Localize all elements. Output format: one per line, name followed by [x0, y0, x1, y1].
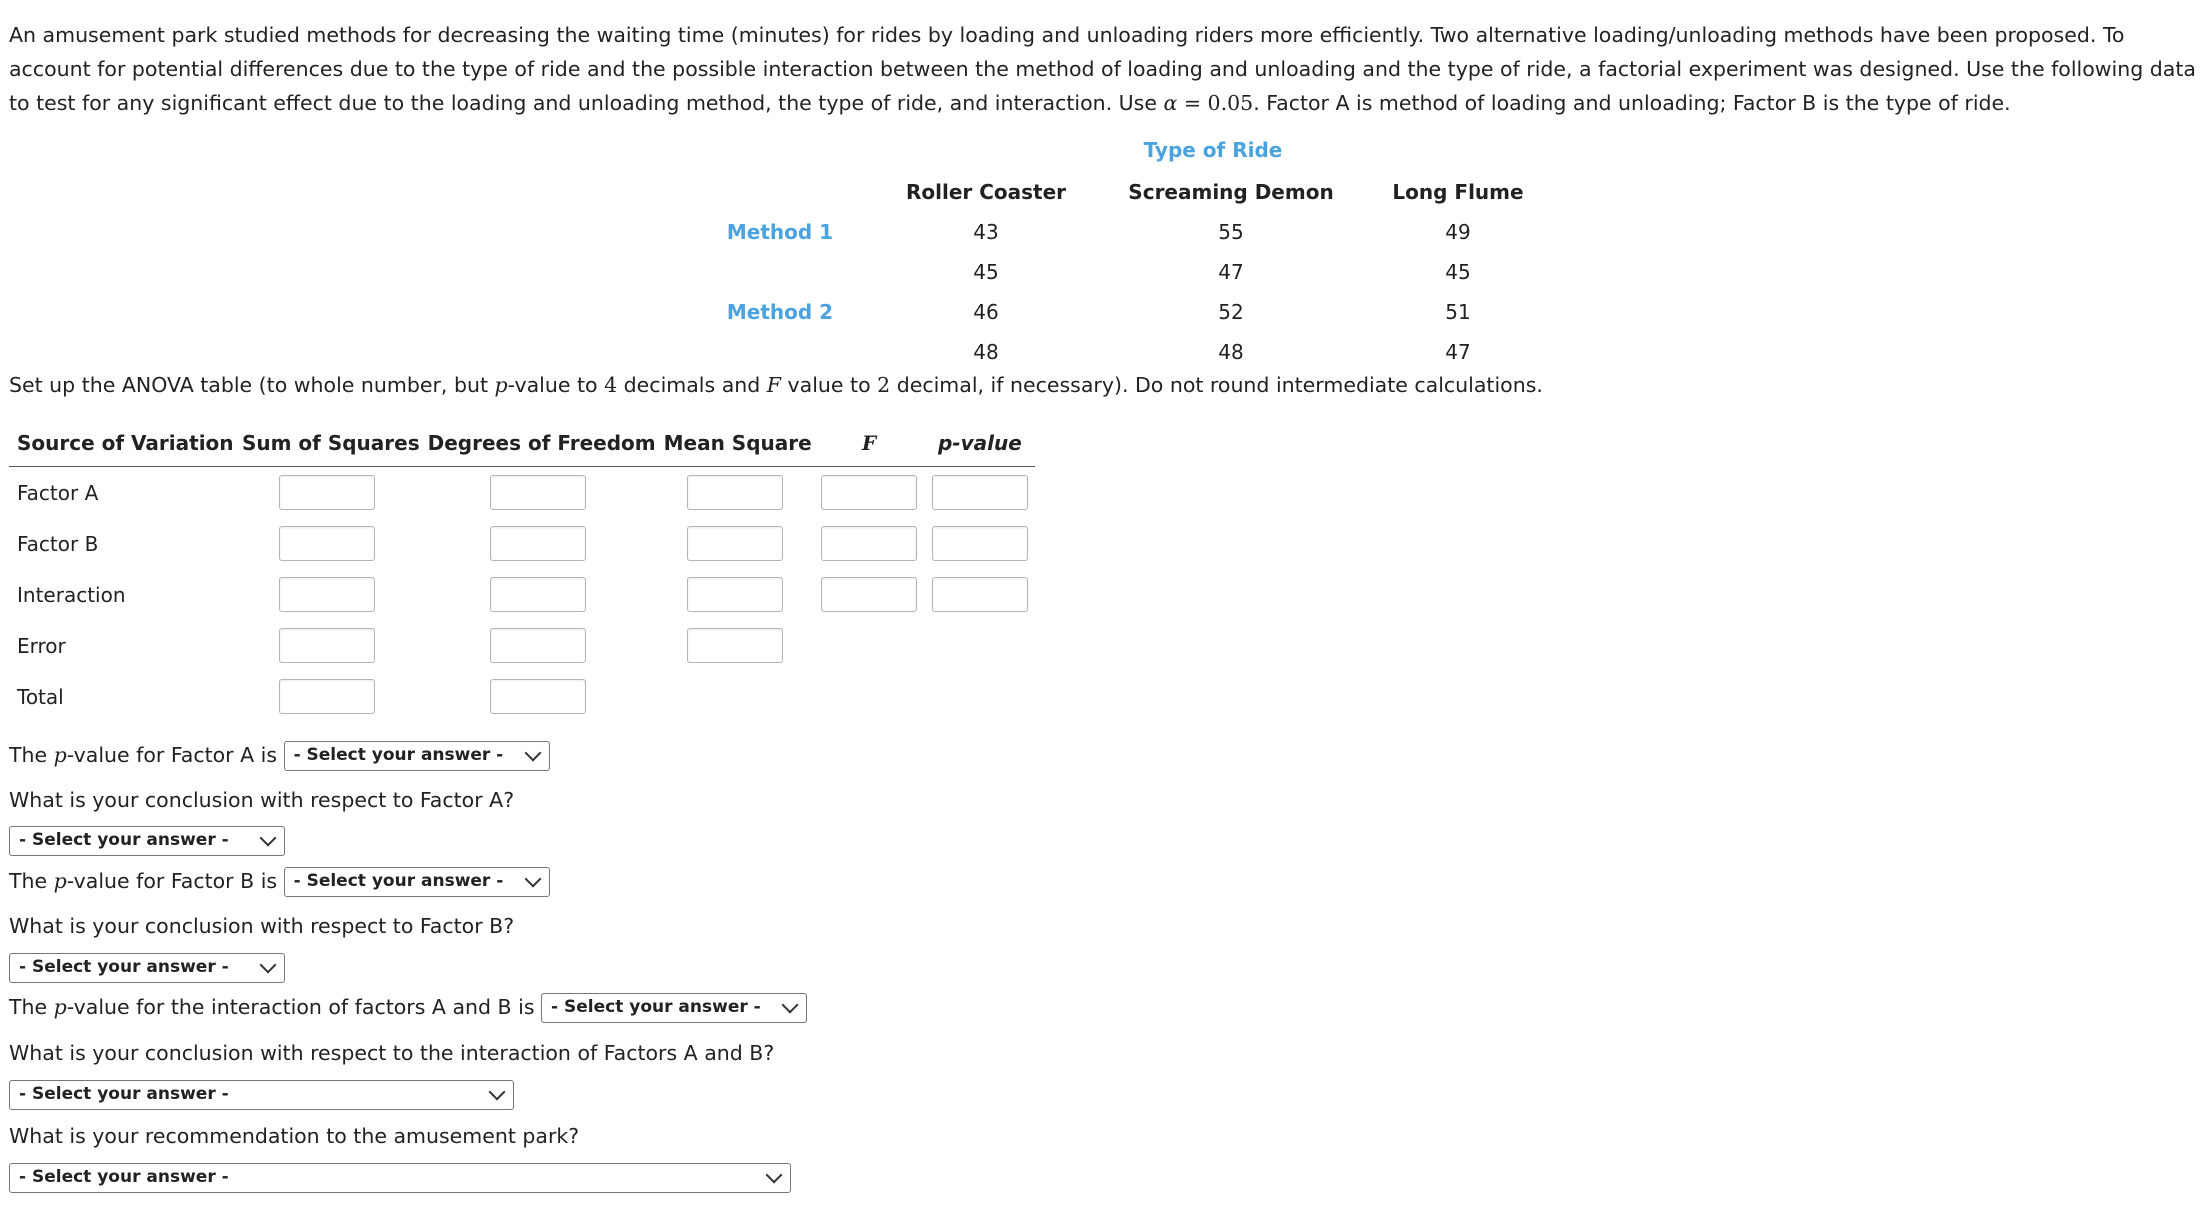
chevron-down-icon [524, 745, 541, 762]
p-value-interaction-select[interactable]: - Select your answer - [541, 993, 807, 1023]
p-factor-a-input[interactable] [932, 475, 1028, 510]
row-label: Interaction [17, 582, 126, 607]
df-factor-a-input[interactable] [490, 475, 586, 510]
p-value-factor-a-question: The p-value for Factor A is - Select your answer - [9, 741, 550, 771]
ss-factor-a-input[interactable] [279, 475, 375, 510]
row-label: Total [17, 684, 64, 709]
conclusion-interaction-select[interactable]: - Select your answer - [9, 1080, 514, 1110]
conclusion-factor-b-question: What is your conclusion with respect to Factor B? [9, 914, 515, 938]
data-cell: 45 [973, 260, 999, 284]
ss-factor-b-input[interactable] [279, 526, 375, 561]
f-factor-b-input[interactable] [821, 526, 917, 561]
data-cell: 47 [1445, 340, 1471, 364]
f-interaction-input[interactable] [821, 577, 917, 612]
p-value-factor-b-select[interactable]: - Select your answer - [284, 867, 550, 897]
method-2-label: Method 2 [726, 300, 834, 324]
ms-interaction-input[interactable] [687, 577, 783, 612]
data-cell: 48 [973, 340, 999, 364]
col-roller-coaster: Roller Coaster [905, 180, 1067, 204]
df-factor-b-input[interactable] [490, 526, 586, 561]
ms-error-input[interactable] [687, 628, 783, 663]
recommendation-question: What is your recommendation to the amusement park? [9, 1124, 580, 1148]
conclusion-interaction-question: What is your conclusion with respect to the interaction of Factors A and B? [9, 1041, 775, 1065]
data-cell: 51 [1445, 300, 1471, 324]
ss-error-input[interactable] [279, 628, 375, 663]
p-value-factor-b-question: The p-value for Factor B is - Select your answer - [9, 867, 550, 897]
anova-table [9, 430, 1035, 722]
ms-factor-a-input[interactable] [687, 475, 783, 510]
header-ss: Sum of Squares [234, 430, 420, 467]
recommendation-select[interactable]: - Select your answer - [9, 1163, 791, 1193]
chevron-down-icon [524, 871, 541, 888]
ss-interaction-input[interactable] [279, 577, 375, 612]
p-interaction-input[interactable] [932, 577, 1028, 612]
header-f: F [814, 430, 925, 467]
chevron-down-icon [782, 997, 799, 1014]
row-label: Factor A [17, 480, 99, 505]
header-df: Degrees of Freedom [420, 430, 656, 467]
method-1-label: Method 1 [726, 220, 834, 244]
f-factor-a-input[interactable] [821, 475, 917, 510]
row-label: Error [17, 633, 66, 658]
ms-factor-b-input[interactable] [687, 526, 783, 561]
ss-total-input[interactable] [279, 679, 375, 714]
p-factor-b-input[interactable] [932, 526, 1028, 561]
df-total-input[interactable] [490, 679, 586, 714]
header-p-value: p-value [925, 430, 1035, 467]
anova-row-error [9, 620, 1035, 671]
data-cell: 55 [1218, 220, 1244, 244]
chevron-down-icon [260, 830, 277, 847]
problem-statement: An amusement park studied methods for decreasing the waiting time (minutes) for rides by loading and unloading riders more efficiently. Two alternative loading/unloading methods have been proposed. To account for potential differences due to the type of ride and the possible interaction between the method of loading and unloading and the type of ride, a factorial experiment was designed. Use the following data to test for any significant effect due to the loading and unloading method, the type of ride, and interaction. Use α = 0.05. Factor A is method of loading and unloading; Factor B is the type of ride. [9, 23, 2196, 115]
data-cell: 52 [1218, 300, 1244, 324]
setup-instructions: Set up the ANOVA table (to whole number, but p-value to 4 decimals and F value to 2 decimal, if necessary). Do not round intermediate calculations. [9, 373, 1543, 397]
df-interaction-input[interactable] [490, 577, 586, 612]
chevron-down-icon [766, 1167, 783, 1184]
col-long-flume: Long Flume [1392, 180, 1524, 204]
data-cell: 49 [1445, 220, 1471, 244]
anova-row-factor-b [9, 518, 1035, 569]
header-ms: Mean Square [656, 430, 814, 467]
conclusion-factor-a-select[interactable]: - Select your answer - [9, 826, 285, 856]
alpha-symbol: α [1163, 91, 1178, 115]
chevron-down-icon [260, 957, 277, 974]
row-label: Factor B [17, 531, 99, 556]
anova-row-interaction [9, 569, 1035, 620]
data-cell: 45 [1445, 260, 1471, 284]
conclusion-factor-a-question: What is your conclusion with respect to Factor A? [9, 788, 515, 812]
p-value-interaction-question: The p-value for the interaction of factors A and B is - Select your answer - [9, 993, 807, 1023]
col-screaming-demon: Screaming Demon [1128, 180, 1334, 204]
df-error-input[interactable] [490, 628, 586, 663]
anova-row-total [9, 671, 1035, 722]
chevron-down-icon [489, 1084, 506, 1101]
p-value-factor-a-select[interactable]: - Select your answer - [284, 741, 550, 771]
data-cell: 47 [1218, 260, 1244, 284]
anova-row-factor-a [9, 467, 1035, 519]
header-source: Source of Variation [9, 430, 234, 467]
data-cell: 46 [973, 300, 999, 324]
conclusion-factor-b-select[interactable]: - Select your answer - [9, 953, 285, 983]
type-of-ride-header: Type of Ride [1143, 138, 1283, 162]
data-cell: 43 [973, 220, 999, 244]
data-cell: 48 [1218, 340, 1244, 364]
anova-header-row [9, 430, 1035, 467]
